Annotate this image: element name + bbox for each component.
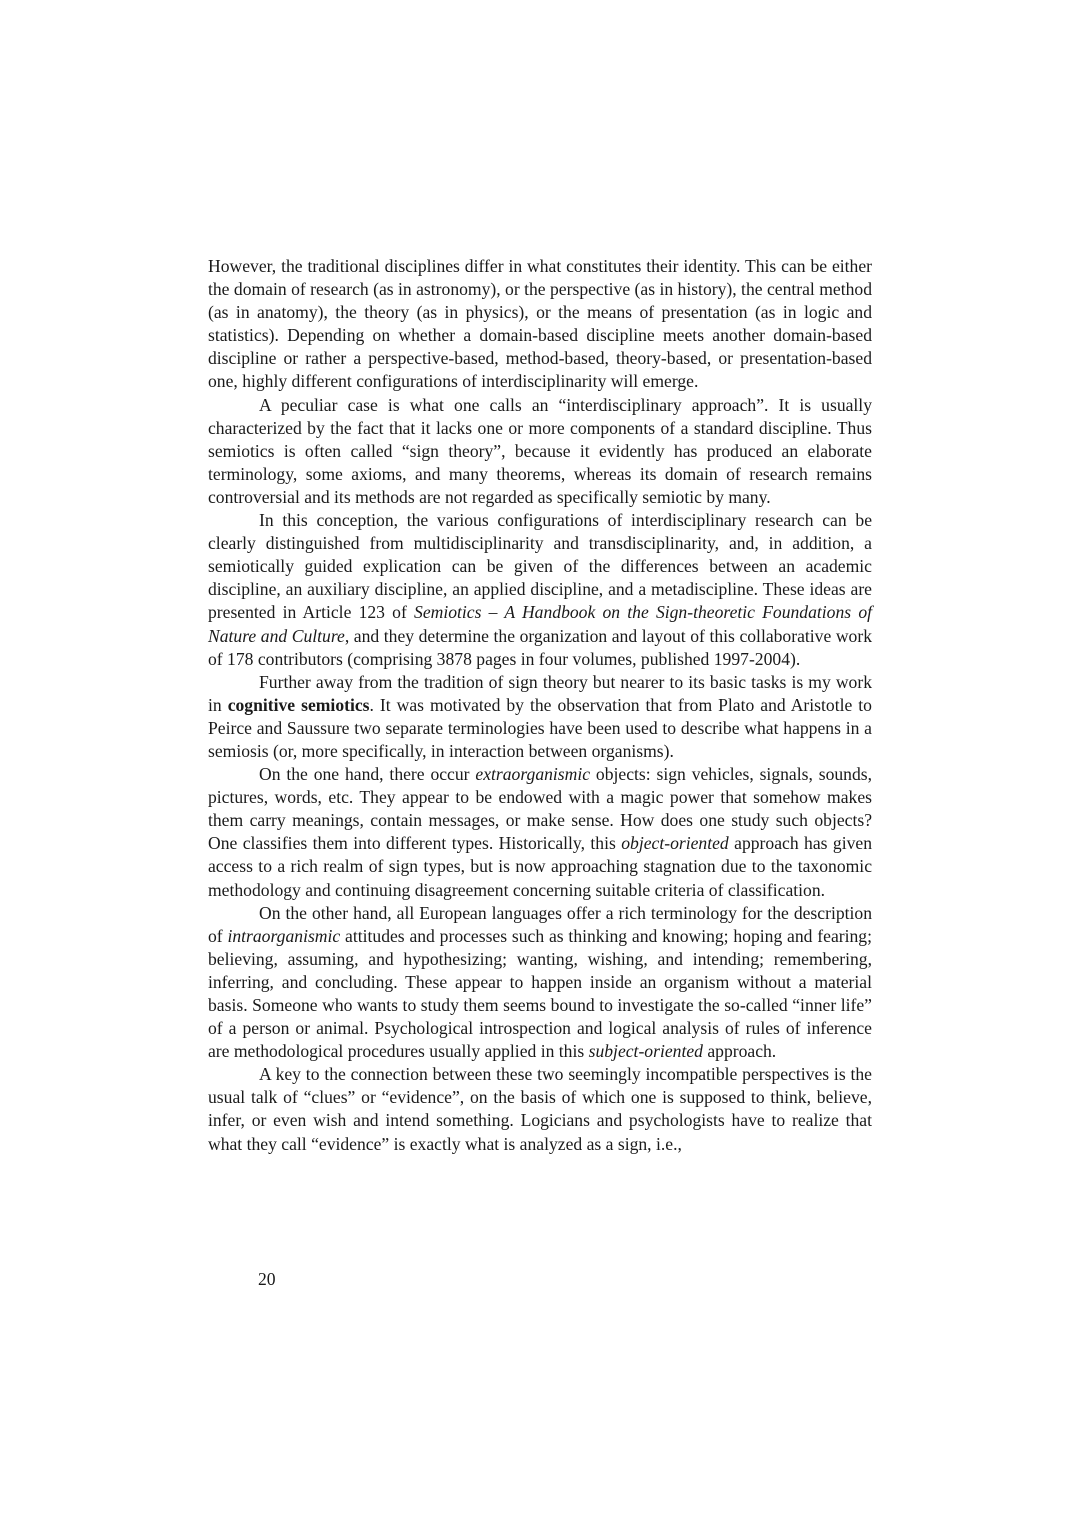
paragraph-configurations: [208, 509, 872, 671]
paragraph-text: . It was motivated by the observation that from Plato and Aristotle to Peirce and Saussure two separate terminologies have been used to describe what happens in a semiosis (or, more specifically, in interaction between organisms).: [208, 694, 872, 761]
paragraph-cognitive-semiotics: [208, 671, 872, 763]
paragraph-text: On the other hand, all European languages offer a rich terminology for the description of: [208, 902, 872, 946]
key-term-intraorganismic: intraorganismic: [227, 925, 341, 946]
paragraph-interdisciplinary-approach: [208, 394, 872, 509]
key-term-subject-oriented: subject-oriented: [588, 1041, 703, 1062]
paragraph-text: A peculiar case is what one calls an “interdisciplinary approach”. It is usually characterized by the fact that it lacks one or more components of a standard discipline. Thus semiotics is often called “sign theory”, because it evidently has produced an elaborate terminology, some axioms, and many theorems, whereas its domain of research remains controversial and its methods are not regarded as specifically semiotic by many.: [208, 394, 872, 507]
key-term-extraorganismic: extraorganismic: [475, 764, 591, 785]
paragraph-domain-of-disciplines: [208, 255, 872, 394]
paragraph-text: A key to the connection between these two seemingly incompatible perspectives is the usual talk of “clues” or “evidence”, on the basis of which one is supposed to think, believe, infer, or even wish and intend something. Logicians and psychologists have to realize that what they call “evidence” is exactly what is analyzed as a sign, i.e.,: [208, 1064, 872, 1154]
paragraph-intraorganismic: [208, 902, 872, 1064]
paragraph-text: Further away from the tradition of sign theory but nearer to its basic tasks is my work in: [208, 671, 872, 715]
paragraph-text: approach.: [702, 1041, 777, 1062]
paragraph-text: objects: sign vehicles, signals, sounds, pictures, words, etc. They appear to be endowed with a magic power that somehow makes them carry meanings, contain messages, or make sense. How does one study such objects? One classifies them into different types. Historically, this: [208, 764, 872, 854]
paragraph-text: , and they determine the organization and layout of this collaborative work of 178 contributors (comprising 3878 pages in four volumes, published 1997-2004).: [208, 625, 873, 669]
key-term-cognitive-semiotics: cognitive semiotics: [227, 694, 370, 715]
key-term-object-oriented: object-oriented: [621, 833, 729, 854]
paragraph-extraorganismic: [208, 763, 872, 902]
paragraph-evidence: [208, 1063, 872, 1155]
body-text: [208, 255, 872, 1156]
paragraph-text: attitudes and processes such as thinking and knowing; hoping and fearing; believing, assuming, and hypothesizing; wanting, wishing, and intending; remembering, inferring, and concluding. These appear to happen inside an organism without a material basis. Someone who wants to study them seems bound to investigate the so-called “inner life” of a person or animal. Psychological introspection and logical analysis of rules of inference are methodological procedures usually applied in this: [208, 925, 872, 1062]
paragraph-text: However, the traditional disciplines differ in what constitutes their identity. This can be either the domain of research (as in astronomy), or the perspective (as in history), the central method (as in anatomy), the theory (as in physics), or the means of presentation (as in logic and statistics). Depending on whether a domain-based discipline meets another domain-based discipline or rather a perspective-based, method-based, theory-based, or presentation-based one, highly different configurations of interdisciplinarity will emerge.: [208, 256, 872, 392]
paragraph-text: In this conception, the various configurations of interdisciplinary research can be clearly distinguished from multidisciplinarity and transdisciplinarity, and, in addition, a semiotically guided explication can be given of the differences between an academic discipline, an auxiliary discipline, an applied discipline, and a metadiscipline. These ideas are presented in Article 123 of: [208, 510, 872, 623]
page-number: 20: [258, 1269, 276, 1289]
book-title: Semiotics – A Handbook on the Sign-theoretic Foundations of Nature and Culture: [208, 602, 873, 646]
paragraph-text: approach has given access to a rich realm of sign types, but is now approaching stagnation due to the taxonomic methodology and continuing disagreement concerning suitable criteria of classification.: [208, 833, 872, 900]
paragraph-text: On the one hand, there occur: [259, 764, 476, 785]
